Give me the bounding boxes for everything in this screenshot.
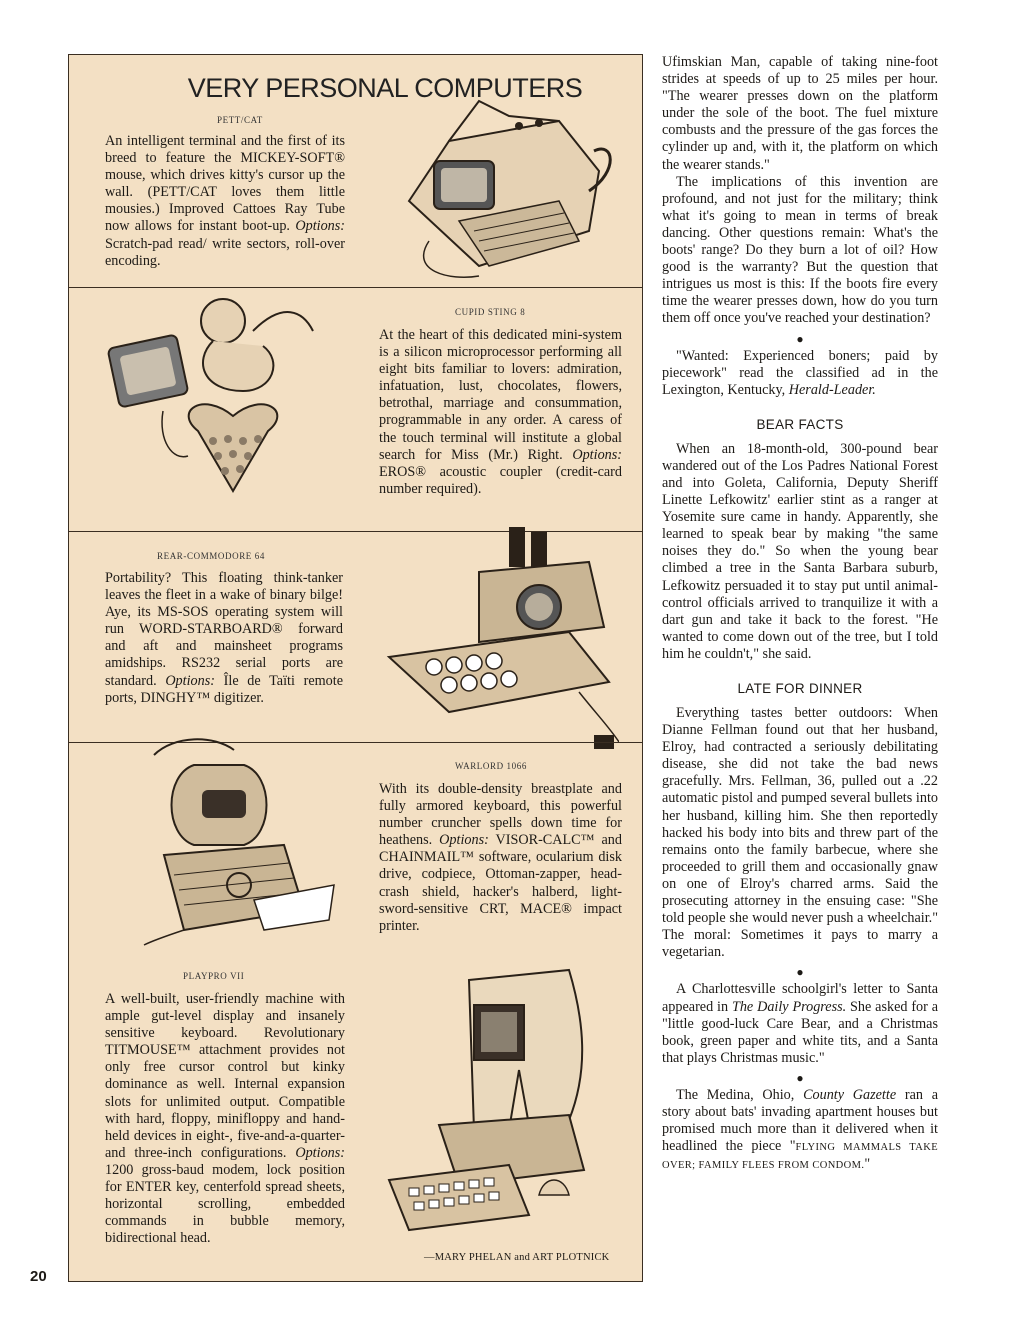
cupid-computer-illustration xyxy=(103,291,353,521)
credit-line: —MARY PHELAN and ART PLOTNICK xyxy=(424,1252,610,1263)
knight-computer-illustration xyxy=(124,735,344,950)
feature-title: VERY PERSONAL COMPUTERS xyxy=(187,73,583,103)
paragraph: Ufimskian Man, capable of taking nine-foot strides at speeds of up to 25 miles per hour. "The wearer presses down on the platform under the sole of the boot. The fuel mixture combusts and the pressure of the gas forces the cylinder up and, with it, the platform on which the wearer stands." xyxy=(662,54,938,173)
paragraph: "Wanted: Experienced boners; paid by piecework" read the classified ad in the Lexington, Kentucky, Herald-Leader. xyxy=(662,347,938,398)
item-desc-warlord: With its double-density breastplate and fully armored keyboard, this powerful number cruncher spells down time for heathens. Options: VISOR-CALC™ and CHAINMAIL™ software, ocularium disk drive, codpiece, Ottoman-zapper, head-crash shield, hacker's halberd, light-sword-sensitive CRT, MACE® impact printer. xyxy=(379,781,622,934)
page-number: 20 xyxy=(30,1268,47,1285)
item-name-playpro: PLAYPRO VII xyxy=(183,971,245,981)
right-column xyxy=(662,54,938,1174)
item-name-warlord: WARLORD 1066 xyxy=(455,761,527,771)
paragraph: A Charlottesville schoolgirl's letter to Santa appeared in The Daily Progress. She asked for a "little good-luck Care Bear, and a Christmas book, green paper and white tits, and a Santa that plays Christmas music." xyxy=(662,981,939,1066)
item-name-pettcat: PETT/CAT xyxy=(217,115,263,125)
playpro-computer-illustration xyxy=(369,960,609,1245)
paragraph: The Medina, Ohio, County Gazette ran a story about bats' invading apartment houses but promised much more than it delivered when it headlined the piece "FLYING MAMMALS TAKE OVER; FAMILY FLEES FROM CONDOM." xyxy=(662,1086,939,1173)
feature-box xyxy=(68,54,643,1282)
section-heading-late-for-dinner: LATE FOR DINNER xyxy=(737,681,863,696)
section-heading-bear-facts: BEAR FACTS xyxy=(756,416,844,432)
paragraph: The implications of this invention are profound, and not just for the military; think what it's going to mean in terms of break dancing. Other questions remain: What's the boots' range? Do they burn a lot of oil? How good is the warranty? But the question that intrigues us most is this: If the boots fire every time the wearer presses down, how do you turn them off once you've reached your destination? xyxy=(662,173,938,327)
boat-computer-illustration xyxy=(369,507,619,762)
item-desc-cupid: At the heart of this dedicated mini-system is a silicon microprocessor performing all eight bits familiar to lovers: admiration, infatuation, lust, chocolates, flowers, betrothal, marriage and consummation, programmable in any order. A caress of the touch terminal will institute a global search for Miss (Mr.) Right. Options: EROS® acoustic coupler (credit-card number required). xyxy=(379,327,622,497)
item-name-cupid: CUPID STING 8 xyxy=(455,307,526,317)
item-desc-pettcat: An intelligent terminal and the first of its breed to feature the MICKEY-SOFT® mouse, which drives kitty's cursor up the wall. (PETT/CAT loves them little mousies.) Improved Cattoes Ray Tube now allows for instant boot-up. Options: Scratch-pad read/ write sectors, roll-over encoding. xyxy=(105,133,346,269)
item-desc-rear-commodore: Portability? This floating think-tanker leaves the fleet in a wake of binary bilge! Aye, its MS-SOS operating system will run WORD-STARBOARD® forward and aft and mainsheet programs amidships. RS232 serial ports are standard. Options: Île de Taïti remote ports, DINGHY™ digitizer. xyxy=(105,570,343,706)
paragraph: Everything tastes better outdoors: When Dianne Fellman found out that her husband, Elroy, had contracted a seriously debilitating disease, she did not take the bad news gracefully. Mrs. Fellman, 36, pulled out a .22 automatic pistol and pumped several bullets into her husband, killing him. She then reportedly hacked his body into bits and threw part of the remains onto the family barbecue, where she proceeded to grill them and occasionally gnaw on one of Elroy's charred arms. Said the prosecuting attorney in the ensuing case: "She told people she would never push a wheelchair." The moral: Sometimes it pays to marry a vegetarian. xyxy=(662,705,938,961)
item-name-rear-commodore: REAR-COMMODORE 64 xyxy=(157,551,265,561)
divider xyxy=(69,287,643,288)
item-desc-playpro: A well-built, user-friendly machine with ample gut-level display and insanely sensitive keyboard. Revolutionary TITMOUSE™ attachment provides not only free cursor control but kinky dominance as well. Internal expansion slots for unlimited output. Compatible with hard, floppy, minifloppy and hand-held devices in eight-, five-and-a-quarter- and three-inch configurations. Options: 1200 gross-baud modem, lock position for ENTER key, centerfold spread sheets, horizontal scrolling, embedded commands in bubble memory, bidirectional head. xyxy=(105,991,345,1247)
bullet-separator: ● xyxy=(796,331,804,346)
cat-terminal-illustration xyxy=(389,81,614,286)
bullet-separator: ● xyxy=(796,965,804,980)
paragraph: When an 18-month-old, 300-pound bear wandered out of the Los Padres National Forest and into Goleta, California, Deputy Sheriff Linette Lefkowitz' earlier stint as a ranger at Yosemite sure came in handy. Apparently, she learned to speak bear by making "the same noises they do." So when the young bear climbed a tree in the Santa Barbara suburb, Lefkowitz persuaded it to stay put until animal-control officials arrived to tranquilize it with a dart gun and take it back to the forest. "He wanted to come down out of the tree, but I told him he couldn't," she said. xyxy=(662,440,938,662)
bullet-separator: ● xyxy=(796,1070,804,1085)
